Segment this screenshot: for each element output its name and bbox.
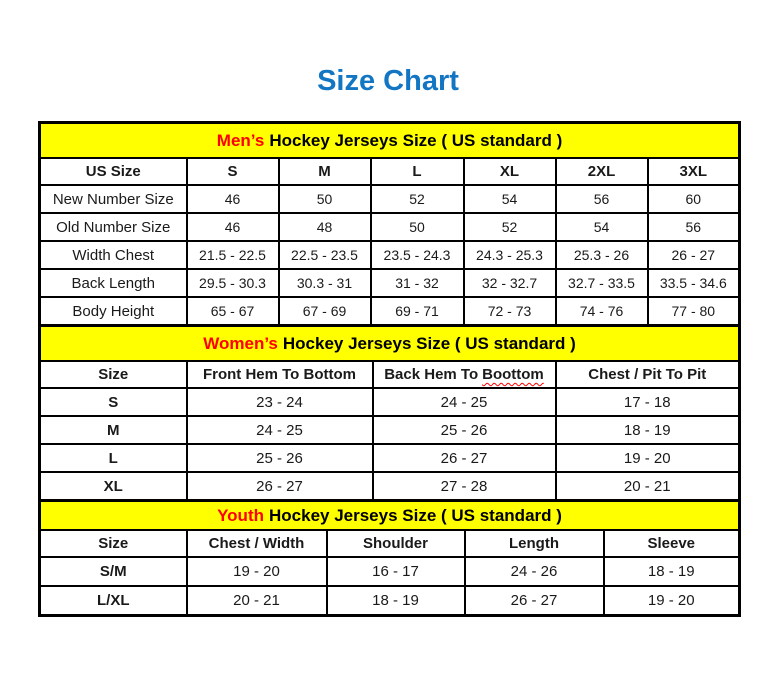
womens-table-banner-row: [40, 326, 740, 362]
size-value-cell: 18 - 19: [327, 586, 465, 616]
column-header: Shoulder: [327, 530, 465, 557]
youth-header-row: [40, 530, 740, 557]
size-value-cell: 26 - 27: [465, 586, 604, 616]
row-label: L: [40, 444, 187, 472]
table-row: [40, 472, 740, 501]
size-value-cell: 60: [648, 185, 740, 213]
size-value-cell: 20 - 21: [187, 586, 327, 616]
size-value-cell: 30.3 - 31: [279, 269, 371, 297]
table-row: [40, 416, 740, 444]
size-value-cell: 50: [371, 213, 464, 241]
table-row: [40, 444, 740, 472]
column-header: XL: [464, 158, 556, 185]
mens-table-banner: [40, 123, 740, 159]
womens-header-row: [40, 361, 740, 388]
size-value-cell: 18 - 19: [556, 416, 740, 444]
size-value-cell: 74 - 76: [556, 297, 648, 326]
mens-table-banner-row: [40, 123, 740, 159]
youth-size-table: [38, 499, 741, 617]
womens-banner-highlight: Women’s: [203, 333, 278, 353]
column-header: S: [187, 158, 279, 185]
size-value-cell: 26 - 27: [648, 241, 740, 269]
size-value-cell: 19 - 20: [556, 444, 740, 472]
size-value-cell: 19 - 20: [604, 586, 740, 616]
size-value-cell: 56: [648, 213, 740, 241]
back-hem-misspelled-word: Boottom: [482, 366, 544, 383]
size-value-cell: 20 - 21: [556, 472, 740, 501]
size-value-cell: 25 - 26: [373, 416, 556, 444]
size-value-cell: 27 - 28: [373, 472, 556, 501]
column-header: M: [279, 158, 371, 185]
size-value-cell: 67 - 69: [279, 297, 371, 326]
mens-header-row: [40, 158, 740, 185]
size-value-cell: 26 - 27: [187, 472, 373, 501]
size-value-cell: 32 - 32.7: [464, 269, 556, 297]
size-value-cell: 24 - 25: [187, 416, 373, 444]
size-value-cell: 19 - 20: [187, 557, 327, 586]
youth-banner-highlight: Youth: [217, 505, 264, 525]
size-value-cell: 16 - 17: [327, 557, 465, 586]
table-row: [40, 388, 740, 416]
column-header: Sleeve: [604, 530, 740, 557]
table-row: [40, 185, 740, 213]
table-row: [40, 241, 740, 269]
size-value-cell: 26 - 27: [373, 444, 556, 472]
size-value-cell: 48: [279, 213, 371, 241]
size-value-cell: 33.5 - 34.6: [648, 269, 740, 297]
size-value-cell: 29.5 - 30.3: [187, 269, 279, 297]
size-value-cell: 56: [556, 185, 648, 213]
size-value-cell: 32.7 - 33.5: [556, 269, 648, 297]
size-value-cell: 52: [464, 213, 556, 241]
row-label: XL: [40, 472, 187, 501]
size-tables: [38, 121, 738, 617]
youth-table-banner: [40, 501, 740, 531]
column-header: L: [371, 158, 464, 185]
size-value-cell: 24 - 26: [465, 557, 604, 586]
column-header: 2XL: [556, 158, 648, 185]
size-value-cell: 23.5 - 24.3: [371, 241, 464, 269]
size-value-cell: 46: [187, 213, 279, 241]
column-header: US Size: [40, 158, 187, 185]
size-value-cell: 54: [556, 213, 648, 241]
size-value-cell: 21.5 - 22.5: [187, 241, 279, 269]
row-label: Old Number Size: [40, 213, 187, 241]
row-label: Back Length: [40, 269, 187, 297]
row-label: Width Chest: [40, 241, 187, 269]
row-label: S/M: [40, 557, 187, 586]
column-header: Chest / Pit To Pit: [556, 361, 740, 388]
size-value-cell: 54: [464, 185, 556, 213]
table-row: [40, 297, 740, 326]
column-header: Front Hem To Bottom: [187, 361, 373, 388]
row-label: L/XL: [40, 586, 187, 616]
table-row: [40, 213, 740, 241]
column-header: Size: [40, 361, 187, 388]
size-value-cell: 25.3 - 26: [556, 241, 648, 269]
womens-banner-text: Hockey Jerseys Size ( US standard ): [282, 333, 576, 353]
back-hem-label: Back Hem To: [384, 366, 479, 383]
size-value-cell: 18 - 19: [604, 557, 740, 586]
table-row: [40, 269, 740, 297]
mens-banner-text: Hockey Jerseys Size ( US standard ): [269, 130, 563, 150]
size-value-cell: 31 - 32: [371, 269, 464, 297]
size-value-cell: 72 - 73: [464, 297, 556, 326]
column-header: Size: [40, 530, 187, 557]
page-title: Size Chart: [317, 65, 459, 97]
mens-size-table: [38, 121, 741, 327]
size-value-cell: 23 - 24: [187, 388, 373, 416]
size-value-cell: 77 - 80: [648, 297, 740, 326]
column-header: Chest / Width: [187, 530, 327, 557]
column-header: [373, 361, 556, 388]
size-value-cell: 24 - 25: [373, 388, 556, 416]
size-value-cell: 65 - 67: [187, 297, 279, 326]
row-label: S: [40, 388, 187, 416]
table-row: [40, 586, 740, 616]
womens-size-table: [38, 324, 741, 502]
column-header: 3XL: [648, 158, 740, 185]
table-row: [40, 557, 740, 586]
row-label: Body Height: [40, 297, 187, 326]
size-value-cell: 69 - 71: [371, 297, 464, 326]
youth-banner-text: Hockey Jerseys Size ( US standard ): [269, 505, 562, 525]
column-header: Length: [465, 530, 604, 557]
row-label: M: [40, 416, 187, 444]
mens-banner-highlight: Men’s: [216, 130, 265, 150]
size-value-cell: 50: [279, 185, 371, 213]
size-value-cell: 52: [371, 185, 464, 213]
size-value-cell: 24.3 - 25.3: [464, 241, 556, 269]
womens-table-banner: [40, 326, 740, 362]
size-value-cell: 25 - 26: [187, 444, 373, 472]
size-value-cell: 46: [187, 185, 279, 213]
row-label: New Number Size: [40, 185, 187, 213]
size-value-cell: 17 - 18: [556, 388, 740, 416]
youth-table-banner-row: [40, 501, 740, 531]
size-value-cell: 22.5 - 23.5: [279, 241, 371, 269]
